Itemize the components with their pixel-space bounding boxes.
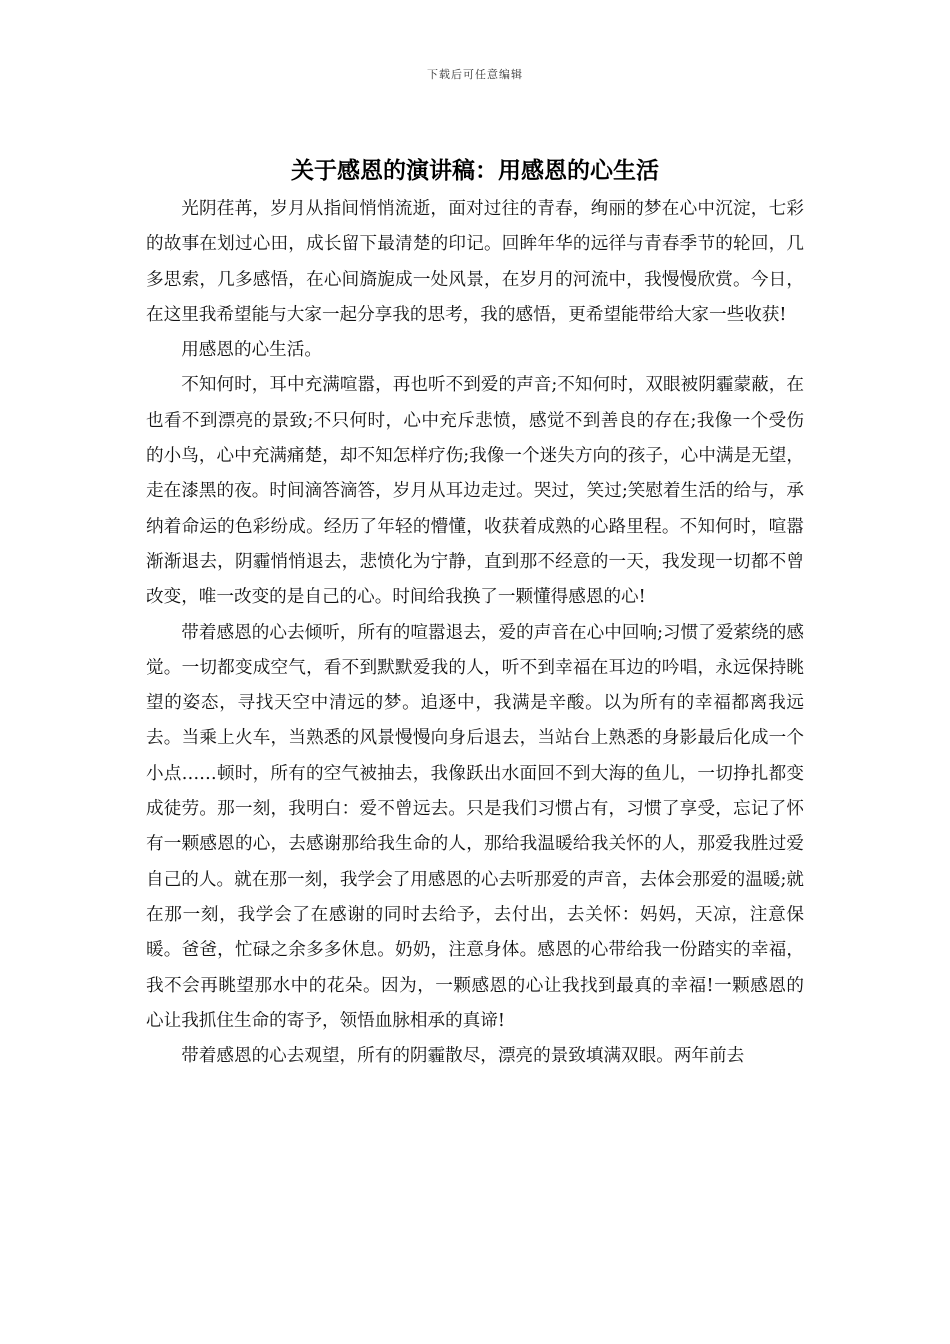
- paragraph-watching: 带着感恩的心去观望，所有的阴霾散尽，漂亮的景致填满双眼。两年前去: [181, 1046, 745, 1067]
- document-title: 关于感恩的演讲稿：用感恩的心生活: [291, 157, 659, 184]
- page-header-note: 下载后可任意编辑: [427, 68, 523, 81]
- paragraph-theme: 用感恩的心生活。: [181, 340, 322, 361]
- document-body: [146, 192, 804, 1074]
- paragraph-unknowing: 不知何时，耳中充满喧嚣，再也听不到爱的声音;不知何时，双眼被阴霾蒙蔽，在也看不到漂亮的景致;不只何时，心中充斥悲愤，感觉不到善良的存在;我像一个受伤的小鸟，心中充满痛楚，却不知怎样疗伤;我像一个迷失方向的孩子，心中满是无望，走在漆黑的夜。时间滴答滴答，岁月从耳边走过。哭过，笑过;笑慰着生活的给与，承纳着命运的色彩纷成。经历了年轻的懵懂，收获着成熟的心路里程。不知何时，喧嚣渐渐退去，阴霾悄悄退去，悲愤化为宁静，直到那不经意的一天，我发现一切都不曾改变，唯一改变的是自己的心。时间给我换了一颗懂得感恩的心!: [146, 375, 804, 608]
- paragraph-listening: 带着感恩的心去倾听，所有的喧嚣退去，爱的声音在心中回响;习惯了爱萦绕的感觉。一切都变成空气，看不到默默爱我的人，听不到幸福在耳边的吟唱，永远保持眺望的姿态，寻找天空中清远的梦。追逐中，我满是辛酸。以为所有的幸福都离我远去。当乘上火车，当熟悉的风景慢慢向身后退去，当站台上熟悉的身影最后化成一个小点……顿时，所有的空气被抽去，我像跃出水面回不到大海的鱼儿，一切挣扎都变成徒劳。那一刻，我明白：爱不曾远去。只是我们习惯占有，习惯了享受，忘记了怀有一颗感恩的心，去感谢那给我生命的人，那给我温暖给我关怀的人，那爱我胜过爱自己的人。就在那一刻，我学会了用感恩的心去听那爱的声音，去体会那爱的温暖;就在那一刻，我学会了在感谢的同时去给予，去付出，去关怀：妈妈，天凉，注意保暖。爸爸，忙碌之余多多休息。奶奶，注意身体。感恩的心带给我一份踏实的幸福，我不会再眺望那水中的花朵。因为，一颗感恩的心让我找到最真的幸福!一颗感恩的心让我抓住生命的寄予，领悟血脉相承的真谛!: [146, 622, 804, 1031]
- paragraph-intro: 光阴荏苒，岁月从指间悄悄流逝，面对过往的青春，绚丽的梦在心中沉淀，七彩的故事在划过心田，成长留下最清楚的印记。回眸年华的远徉与青春季节的轮回，几多思索，几多感悟，在心间旖旎成一处风景，在岁月的河流中，我慢慢欣赏。今日，在这里我希望能与大家一起分享我的思考，我的感悟，更希望能带给大家一些收获!: [146, 199, 804, 325]
